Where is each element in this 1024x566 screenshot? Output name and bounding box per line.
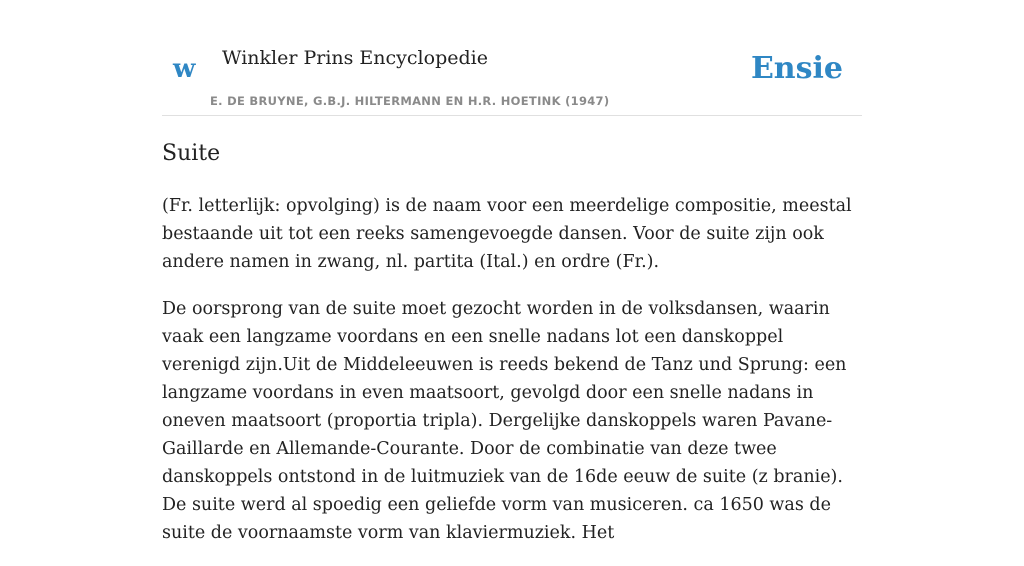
publication-title[interactable]: Winkler Prins Encyclopedie — [222, 47, 488, 69]
ensie-logo[interactable]: Ensie — [750, 51, 843, 86]
page-container — [162, 0, 862, 543]
header — [162, 0, 862, 116]
winkler-prins-logo[interactable]: w — [173, 54, 196, 84]
article-title: Suite — [162, 141, 221, 166]
paragraph-2: De oorsprong van de suite moet gezocht worden in de volksdansen, waarin vaak een langzame voordans en een snelle nadans lot een danskoppel verenigd zijn.Uit de Middeleeuwen is reeds bekend de Tanz und Sprung: een langzame voordans in even maatsoort, gevolgd door een snelle nadans in oneven maatsoort (proportia tripla). Dergelijke danskoppels waren Pavane-Gaillarde en Allemande-Courante. Door de combinatie van deze twee danskoppels ontstond in de luitmuziek van de 16de eeuw de suite (z branie). De suite werd al spoedig een geliefde vorm van musiceren. ca 1650 was de suite de voornaamste vorm van klaviermuziek. Het — [162, 299, 847, 543]
authors-line: E. DE BRUYNE, G.B.J. HILTERMANN EN H.R. HOETINK (1947) — [210, 94, 610, 108]
article-body — [162, 192, 862, 566]
paragraph-1: (Fr. letterlijk: opvolging) is de naam voor een meerdelige compositie, meestal bestaande uit tot een reeks samengevoegde dansen. Voor de suite zijn ook andere namen in zwang, nl. partita (Ital.) en ordre (Fr.). — [162, 196, 852, 272]
